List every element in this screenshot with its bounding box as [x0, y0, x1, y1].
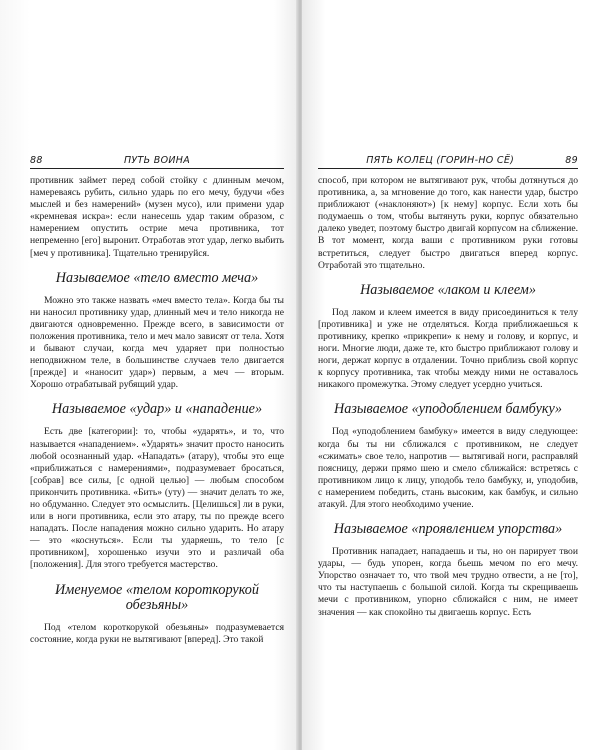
running-title-left: ПУТЬ ВОИНА [123, 155, 191, 166]
running-head-left [30, 146, 284, 169]
running-title-right: ПЯТЬ КОЛЕЦ (ГОРИН-НО СЁ) [366, 155, 515, 166]
section-heading: Именуемое «телом короткорукой обезьяны» [55, 581, 259, 613]
section-heading: Называемое «удар» и «нападение» [51, 401, 263, 418]
section-heading: Называемое «проявлением упорства» [333, 521, 563, 538]
paragraph: Под «телом короткорукой обезьяны» подразумевается состояние, когда руки не вытягивают [вперед]. Это такой [30, 621, 284, 645]
paragraph: способ, при котором не вытягивают рук, чтобы дотянуться до противника, а, за мгновение до того, как нанести удар, быстро приближают («наклоняют») [к нему] корпус. Если хоть бы подумаешь о том, чтобы вытянуть руки, корпус обязательно далеко уведет, поэтому быстро двигай корпусом на сближение. В тот момент, когда ваши с противником руки готовы встретиться, следует быстро двигаться вперед корпус. Отработай это тщательно. [318, 175, 578, 271]
running-head-right [318, 146, 578, 169]
page-number-left: 88 [30, 155, 43, 166]
left-page [0, 0, 298, 750]
paragraph: Под «уподоблением бамбуку» имеется в виду следующее: когда бы ты ни сближался с противником, не следует «сжимать» свое тело, напротив — вытягивай ноги, расправляй поясницу, держи прямо шею и смело сближайся: встретясь с противником лицо к лицу, уподобь тело бамбуку, и, уподобив, с намерением победить, стань высоким, как бамбук, и сильно атакуй. Для этого необходимо учение. [318, 426, 578, 510]
paragraph: Есть две [категории]: то, чтобы «ударять», и то, что называется «нападением». «Ударять» значит просто наносить любой осознанный удар. «Нападать» (атару), чтобы это еще «приближаться с намерениями», подразумевает бросаться, [собрав] все силы, [с одной целью] — любым способом прикончить противника. «Бить» (уту) — значит делать то же, но обдуманно. Следует это осмыслить. [Целишься] ли в руки, или в ноги противника, если это атару, ты по прежде всего нападать. После нападения можно сильно ударить. Но атару — это «коснуться». Если ты ударяешь, то тело [с противником], хорошенько изучи это и различай оба [положения]. Для этого требуется мастерство. [30, 426, 284, 571]
right-page-body [318, 169, 578, 619]
left-page-body [30, 169, 284, 646]
paragraph: противник займет перед собой стойку с длинным мечом, намереваясь рубить, сильно ударь по его мечу, будучи «без мыслей и без намерений» (музен мусо), или примени удар «кремневая искра»: если нанесешь удар таким образом, с намерением опустить острие меча противника, тот непременно [его] выронит. Отработав этот удар, легко выбить [меч у противника]. Тщательно тренируйся. [30, 175, 284, 259]
paragraph: Противник нападает, нападаешь и ты, но он парирует твои удары, — будь упорен, когда бьешь мечом по его мечу. Упорство означает то, что твой меч трудно отвести, а не [то], что ты наступаешь с большой силой. Когда ты скрещиваешь мечи с противником, упорно сближайся с ним, не имеет значения — как спокойно ты двигаешь корпус. Есть [318, 546, 578, 618]
right-page [302, 0, 600, 750]
page-number-right: 89 [565, 155, 578, 166]
paragraph: Под лаком и клеем имеется в виду присоединиться к телу [противника] и уже не отделяться. Когда приближаешься к противнику, крепко «прикрепи» к нему и голову, и корпус, и ноги. Многие люди, даже те, кто быстро приближают голову и ноги, держат корпус в отдалении. Точно приблизь свой корпус к корпусу противника, так чтобы между ними не оставалось никакого промежутка. Этому следует усердно учиться. [318, 306, 578, 391]
section-heading: Называемое «лаком и клеем» [360, 281, 536, 298]
paragraph: Можно это также назвать «меч вместо тела». Когда бы ты ни наносил противнику удар, длинный меч и тело никогда не двигаются одновременно. Прежде всего, в зависимости от положения противника, тело и меч мало зависят от тела. Хотя и бывают случаи, когда меч ударяет при полностью неподвижном теле, в большинстве случаев тело двигается [прежде] и «наносит удар») первым, а меч — вторым. Хорошо отрабатывай рубящий удар. [30, 294, 284, 391]
section-heading: Называемое «тело вместо меча» [55, 269, 259, 286]
section-heading: Называемое «уподоблением бамбуку» [334, 401, 562, 418]
